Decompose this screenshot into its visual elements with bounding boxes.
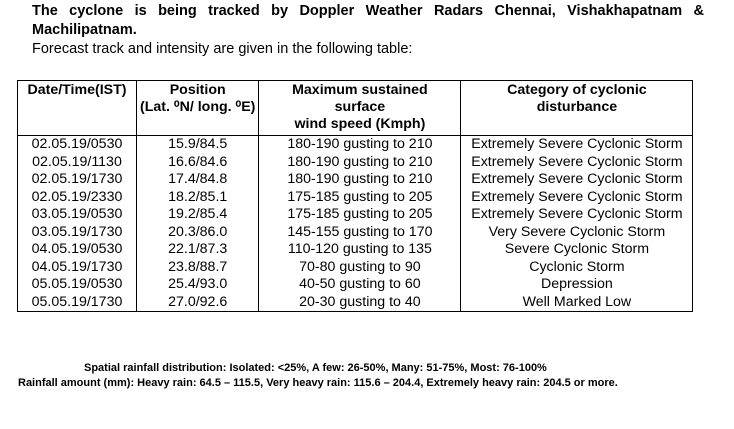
cell-wind-speed: 180-190 gusting to 210 [259,171,461,189]
header-category-line1: Category of cyclonic [507,82,647,98]
table-header-row [18,81,693,136]
cell-position: 27.0/92.6 [137,294,259,312]
cell-category: Well Marked Low [461,294,693,312]
cell-wind-speed: 145-155 gusting to 170 [259,224,461,242]
cell-date-time: 02.05.19/2330 [18,189,137,207]
cell-date-time: 04.05.19/0530 [18,241,137,259]
cell-category: Depression [461,276,693,294]
cell-position: 23.8/88.7 [137,259,259,277]
header-wind-line2: surface [334,99,386,116]
table-row [18,276,693,294]
cell-position: 16.6/84.6 [137,154,259,172]
cell-position: 18.2/85.1 [137,189,259,207]
cell-wind-speed: 180-190 gusting to 210 [259,154,461,172]
cell-date-time: 05.05.19/0530 [18,276,137,294]
cell-date-time: 04.05.19/1730 [18,259,137,277]
table-row [18,171,693,189]
table-row [18,189,693,207]
cell-date-time: 02.05.19/1730 [18,171,137,189]
cell-position: 25.4/93.0 [137,276,259,294]
cell-position: 19.2/85.4 [137,206,259,224]
cell-position: 17.4/84.8 [137,171,259,189]
cell-wind-speed: 40-50 gusting to 60 [259,276,461,294]
header-position-line1: Position [169,82,226,98]
cell-category: Extremely Severe Cyclonic Storm [461,206,693,224]
header-wind-speed [259,81,461,136]
cell-category: Very Severe Cyclonic Storm [461,224,693,242]
cell-position: 15.9/84.5 [137,136,259,154]
cell-category: Extremely Severe Cyclonic Storm [461,154,693,172]
cell-wind-speed: 70-80 gusting to 90 [259,259,461,277]
cell-wind-speed: 20-30 gusting to 40 [259,294,461,312]
header-position [137,81,259,136]
cell-date-time: 05.05.19/1730 [18,294,137,312]
cell-position: 20.3/86.0 [137,224,259,242]
table-row [18,224,693,242]
header-position-line2: (Lat. ⁰N/ long. ⁰E) [140,99,256,116]
cell-wind-speed: 110-120 gusting to 135 [259,241,461,259]
cell-date-time: 03.05.19/0530 [18,206,137,224]
cell-date-time: 02.05.19/0530 [18,136,137,154]
cell-category: Cyclonic Storm [461,259,693,277]
header-category [461,81,693,136]
cell-category: Extremely Severe Cyclonic Storm [461,136,693,154]
header-category-line2: disturbance [536,99,618,116]
header-wind-line3: wind speed (Kmph) [294,116,426,133]
table-row [18,259,693,277]
cell-wind-speed: 180-190 gusting to 210 [259,136,461,154]
header-wind-line1: Maximum sustained [292,82,428,98]
cell-wind-speed: 175-185 gusting to 205 [259,189,461,207]
rainfall-amount-footnote: Rainfall amount (mm): Heavy rain: 64.5 – 115.5, Very heavy rain: 115.6 – 204.4, Extremely heavy rain: 204.5 or more. [18,377,618,389]
table-row [18,136,693,154]
cell-wind-speed: 175-185 gusting to 205 [259,206,461,224]
cell-date-time: 03.05.19/1730 [18,224,137,242]
cyclone-tracking-heading: The cyclone is being tracked by Doppler Weather Radars Chennai, Vishakhapatnam & Machilipatnam. [32,3,704,38]
table-row [18,241,693,259]
table-intro-text: Forecast track and intensity are given in the following table: [32,41,413,57]
table-row [18,294,693,312]
cell-position: 22.1/87.3 [137,241,259,259]
cell-category: Extremely Severe Cyclonic Storm [461,171,693,189]
header-date-time-label: Date/Time(IST) [27,82,127,98]
header-date-time [18,81,137,136]
cell-category: Severe Cyclonic Storm [461,241,693,259]
cell-date-time: 02.05.19/1130 [18,154,137,172]
forecast-table [17,80,693,312]
table-row [18,154,693,172]
spatial-rainfall-footnote: Spatial rainfall distribution: Isolated: <25%, A few: 26-50%, Many: 51-75%, Most: 76-100% [84,362,547,374]
cell-category: Extremely Severe Cyclonic Storm [461,189,693,207]
table-row [18,206,693,224]
